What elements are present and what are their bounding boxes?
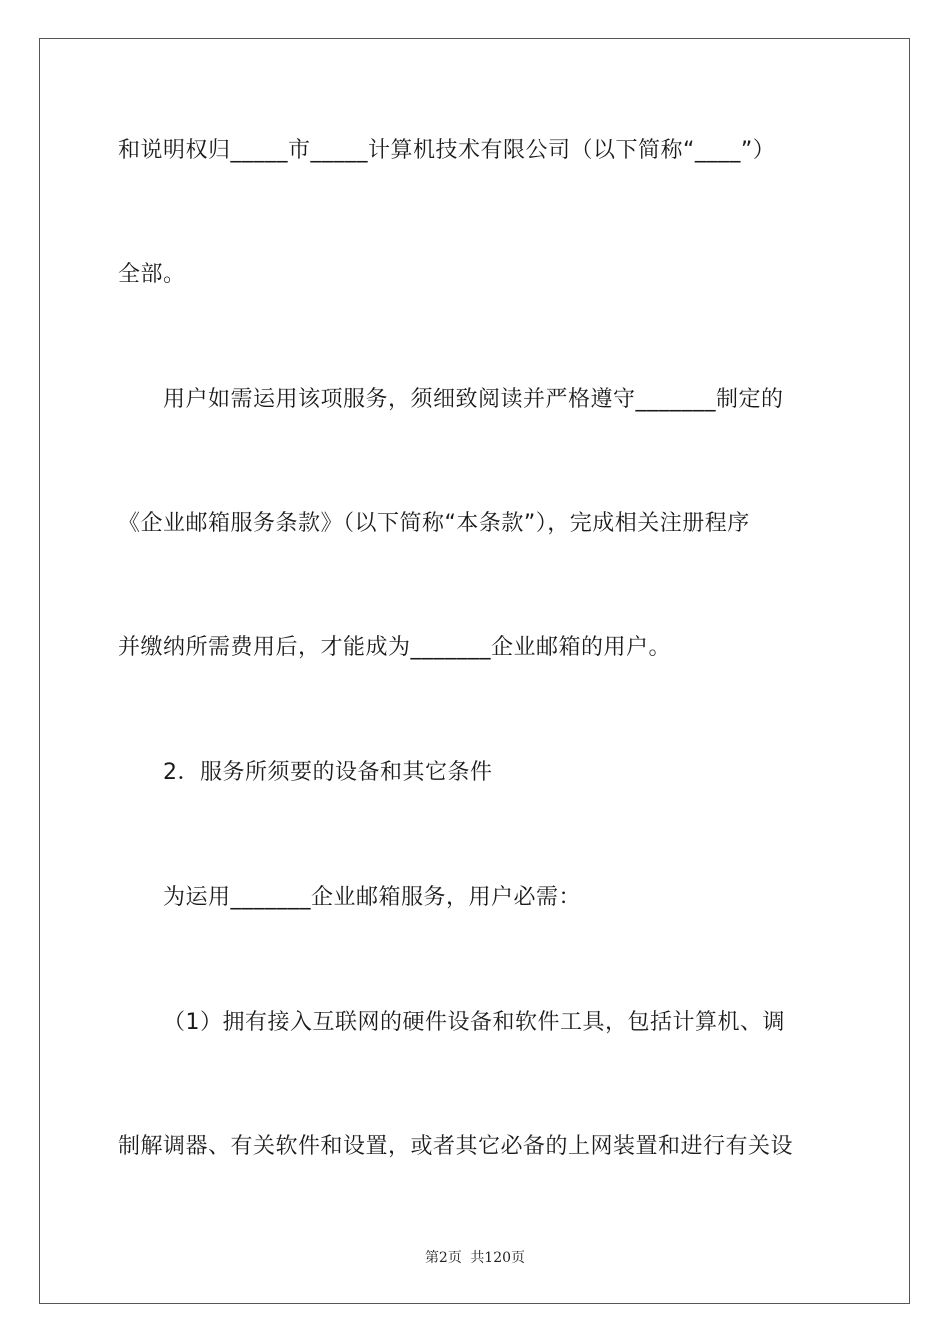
paragraph-line-9: 制解调器、有关软件和设置，或者其它必备的上网装置和进行有关设 xyxy=(118,1134,794,1159)
page-footer xyxy=(0,1247,950,1267)
paragraph-line-2: 全部。 xyxy=(118,262,186,287)
total-pages: 共120页 xyxy=(470,1250,526,1266)
page-number: 第2页 xyxy=(424,1250,462,1266)
paragraph-line-7: 为运用_______企业邮箱服务，用户必需： xyxy=(163,885,582,910)
paragraph-line-1: 和说明权归_____市_____计算机技术有限公司（以下简称“____”） xyxy=(118,138,776,163)
paragraph-line-4: 《企业邮箱服务条款》（以下简称“本条款”），完成相关注册程序 xyxy=(118,511,750,536)
paragraph-line-3: 用户如需运用该项服务，须细致阅读并严格遵守_______制定的 xyxy=(163,387,784,412)
paragraph-line-5: 并缴纳所需费用后，才能成为_______企业邮箱的用户。 xyxy=(118,635,672,660)
section-heading: 2．服务所须要的设备和其它条件 xyxy=(163,760,493,785)
page-border xyxy=(39,38,910,1304)
paragraph-line-8: （1）拥有接入互联网的硬件设备和软件工具，包括计算机、调 xyxy=(163,1010,785,1035)
